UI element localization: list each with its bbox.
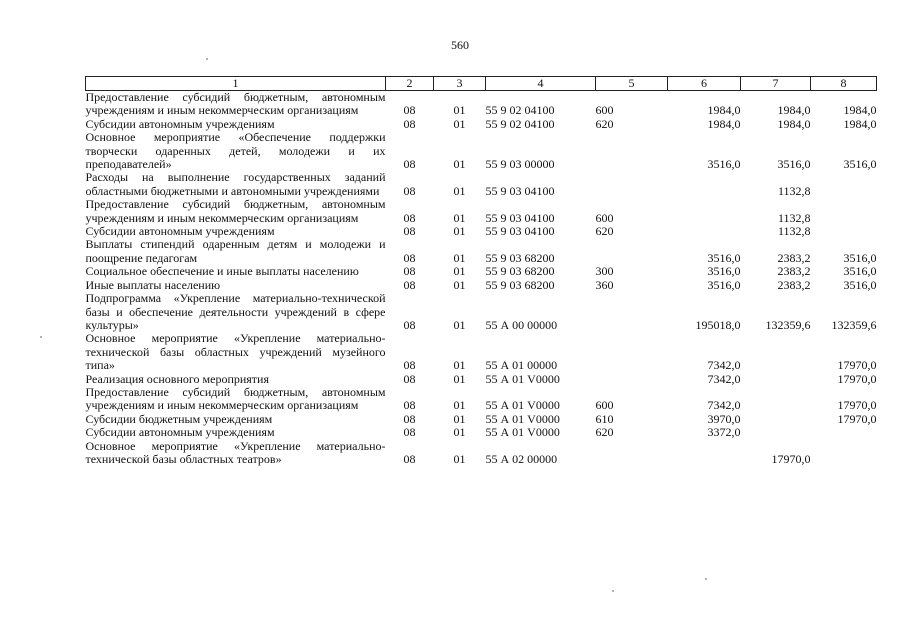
header-col-8: 8 [811, 77, 877, 91]
row-amount-col7: 1132,8 [777, 224, 811, 239]
row-name: Основное мероприятие «Обеспечение поддержки творчески одаренных детей, молодежи и их преподавателей» [85, 130, 386, 172]
row-amount-col7: 132359,6 [765, 317, 811, 332]
row-amount-col6 [668, 440, 741, 467]
row-expense-type [596, 131, 668, 171]
row-section: 08 [403, 183, 416, 198]
row-expense-type [596, 332, 668, 372]
row-amount-col8 [811, 198, 877, 225]
table-row [86, 386, 877, 413]
row-section: 08 [403, 317, 416, 332]
row-expense-type: 360 [595, 277, 614, 292]
row-name: Субсидии бюджетным учреждениям [85, 411, 273, 426]
row-subsection: 01 [453, 264, 466, 279]
row-subsection: 01 [453, 210, 466, 225]
row-amount-col8: 1984,0 [843, 116, 877, 131]
row-amount-col7: 3516,0 [777, 157, 811, 172]
row-amount-col7: 1132,8 [777, 183, 811, 198]
table-row [86, 118, 877, 131]
table-row [86, 426, 877, 439]
row-amount-col6: 1984,0 [707, 103, 741, 118]
row-subsection: 01 [453, 224, 466, 239]
table-row [86, 440, 877, 467]
scan-speck [612, 590, 614, 592]
row-target-article: 55 9 03 68200 [485, 277, 555, 292]
row-amount-col6: 1984,0 [707, 116, 741, 131]
row-target-article: 55 А 00 00000 [485, 317, 558, 332]
row-subsection: 01 [453, 398, 466, 413]
row-expense-type [596, 373, 668, 386]
table-row [86, 332, 877, 372]
row-name: Предоставление субсидий бюджетным, автономным учреждениям и иным некоммерческим организациям [85, 90, 386, 118]
header-col-4: 4 [486, 77, 596, 91]
row-amount-col7 [741, 373, 811, 386]
scan-speck [40, 336, 42, 338]
row-subsection: 01 [453, 183, 466, 198]
table-header-row [86, 77, 877, 91]
table-row [86, 265, 877, 278]
row-subsection: 01 [453, 411, 466, 426]
row-amount-col6: 3516,0 [707, 277, 741, 292]
row-section: 08 [403, 398, 416, 413]
row-amount-col7 [741, 386, 811, 413]
row-section: 08 [403, 224, 416, 239]
row-amount-col7: 2383,2 [777, 264, 811, 279]
row-amount-col8: 3516,0 [843, 264, 877, 279]
row-target-article: 55 9 03 04100 [485, 183, 555, 198]
row-expense-type [596, 238, 668, 265]
row-amount-col8 [811, 440, 877, 467]
row-amount-col6: 3372,0 [707, 425, 741, 440]
row-amount-col8: 3516,0 [843, 250, 877, 265]
row-target-article: 55 9 02 04100 [485, 116, 555, 131]
row-subsection: 01 [453, 317, 466, 332]
row-amount-col8: 3516,0 [843, 277, 877, 292]
row-target-article: 55 А 01 V0000 [485, 398, 560, 413]
row-amount-col6: 3516,0 [707, 264, 741, 279]
table-row [86, 198, 877, 225]
row-amount-col6 [668, 225, 741, 238]
row-amount-col7: 1984,0 [777, 116, 811, 131]
row-expense-type [596, 440, 668, 467]
row-expense-type: 620 [595, 425, 614, 440]
row-subsection: 01 [453, 425, 466, 440]
row-name: Социальное обеспечение и иные выплаты населению [85, 264, 359, 279]
row-amount-col8 [811, 426, 877, 439]
row-amount-col8: 17970,0 [837, 371, 877, 386]
row-target-article: 55 А 01 V0000 [485, 425, 560, 440]
table-row [86, 171, 877, 198]
row-expense-type: 600 [595, 103, 614, 118]
row-amount-col8: 132359,6 [831, 317, 877, 332]
row-amount-col8 [811, 225, 877, 238]
row-amount-col8: 3516,0 [843, 157, 877, 172]
page-number: 560 [451, 38, 469, 52]
row-expense-type: 620 [595, 116, 614, 131]
row-name: Субсидии автономным учреждениям [85, 116, 275, 131]
row-section: 08 [403, 411, 416, 426]
row-name: Иные выплаты населению [85, 277, 221, 292]
row-section: 08 [403, 264, 416, 279]
row-amount-col7 [741, 332, 811, 372]
row-section: 08 [403, 103, 416, 118]
row-target-article: 55 А 02 00000 [485, 451, 558, 466]
row-amount-col6: 3970,0 [707, 411, 741, 426]
row-amount-col8: 1984,0 [843, 103, 877, 118]
row-amount-col7 [741, 426, 811, 439]
row-amount-col6 [668, 171, 741, 198]
row-amount-col7 [741, 413, 811, 426]
row-amount-col7: 1132,8 [777, 210, 811, 225]
header-col-6: 6 [668, 77, 741, 91]
table-body [86, 91, 877, 467]
row-section: 08 [403, 277, 416, 292]
row-amount-col6: 3516,0 [707, 250, 741, 265]
header-col-5: 5 [596, 77, 668, 91]
table-row [86, 131, 877, 171]
table-row [86, 413, 877, 426]
row-amount-col7: 2383,2 [777, 250, 811, 265]
row-target-article: 55 9 02 04100 [485, 103, 555, 118]
header-col-1: 1 [86, 77, 386, 91]
row-expense-type: 620 [595, 224, 614, 239]
row-expense-type [596, 292, 668, 332]
row-target-article: 55 9 03 04100 [485, 210, 555, 225]
scan-speck [705, 578, 707, 580]
row-name: Расходы на выполнение государственных заданий областными бюджетными и автономными учреждениями [85, 170, 386, 198]
row-amount-col7: 2383,2 [777, 277, 811, 292]
row-name: Подпрограмма «Укрепление материально-технической базы и обеспечение деятельности учреждений в сфере культуры» [85, 291, 386, 332]
row-amount-col6: 7342,0 [707, 358, 741, 373]
row-target-article: 55 9 03 00000 [485, 157, 555, 172]
row-section: 08 [403, 358, 416, 373]
row-amount-col8: 17970,0 [837, 411, 877, 426]
table-row [86, 373, 877, 386]
row-subsection: 01 [453, 371, 466, 386]
row-amount-col7: 17970,0 [771, 451, 811, 466]
row-subsection: 01 [453, 157, 466, 172]
row-amount-col6: 3516,0 [707, 157, 741, 172]
row-subsection: 01 [453, 451, 466, 466]
row-amount-col8 [811, 171, 877, 198]
row-name: Реализация основного мероприятия [85, 371, 269, 386]
row-amount-col6: 195018,0 [695, 317, 741, 332]
row-section: 08 [403, 210, 416, 225]
row-name: Субсидии автономным учреждениям [85, 224, 275, 239]
row-name: Предоставление субсидий бюджетным, автономным учреждениям и иным некоммерческим организациям [85, 197, 386, 225]
header-col-2: 2 [386, 77, 434, 91]
row-subsection: 01 [453, 277, 466, 292]
row-section: 08 [403, 250, 416, 265]
row-target-article: 55 9 03 68200 [485, 250, 555, 265]
row-expense-type: 600 [595, 398, 614, 413]
row-section: 08 [403, 371, 416, 386]
row-subsection: 01 [453, 116, 466, 131]
row-amount-col6 [668, 198, 741, 225]
row-expense-type: 300 [595, 264, 614, 279]
table-row [86, 91, 877, 118]
row-name: Предоставление субсидий бюджетным, автономным учреждениям и иным некоммерческим организациям [85, 384, 386, 413]
row-subsection: 01 [453, 250, 466, 265]
row-amount-col8: 17970,0 [837, 398, 877, 413]
row-name: Основное мероприятие «Укрепление материально-технической базы областных театров» [85, 438, 386, 466]
row-target-article: 55 А 01 V0000 [485, 411, 560, 426]
row-target-article: 55 9 03 04100 [485, 224, 555, 239]
header-col-3: 3 [434, 77, 486, 91]
budget-table [85, 76, 877, 466]
row-expense-type: 600 [595, 210, 614, 225]
row-target-article: 55 9 03 68200 [485, 264, 555, 279]
scan-speck [206, 58, 208, 60]
row-subsection: 01 [453, 103, 466, 118]
row-amount-col8: 17970,0 [837, 358, 877, 373]
row-amount-col6: 7342,0 [707, 371, 741, 386]
header-col-7: 7 [741, 77, 811, 91]
row-target-article: 55 А 01 00000 [485, 358, 558, 373]
row-section: 08 [403, 157, 416, 172]
row-expense-type [596, 171, 668, 198]
table-row [86, 279, 877, 292]
table-row [86, 292, 877, 332]
row-amount-col7: 1984,0 [777, 103, 811, 118]
row-section: 08 [403, 451, 416, 466]
table-row [86, 225, 877, 238]
row-section: 08 [403, 116, 416, 131]
row-subsection: 01 [453, 358, 466, 373]
row-name: Основное мероприятие «Укрепление материально-технической базы областных учреждений музейного типа» [85, 331, 386, 373]
row-target-article: 55 А 01 V0000 [485, 371, 560, 386]
table-row [86, 238, 877, 265]
row-expense-type: 610 [595, 411, 614, 426]
row-section: 08 [403, 425, 416, 440]
row-amount-col6: 7342,0 [707, 398, 741, 413]
row-name: Субсидии автономным учреждениям [85, 425, 275, 440]
row-name: Выплаты стипендий одаренным детям и молодежи и поощрение педагогам [85, 237, 386, 265]
